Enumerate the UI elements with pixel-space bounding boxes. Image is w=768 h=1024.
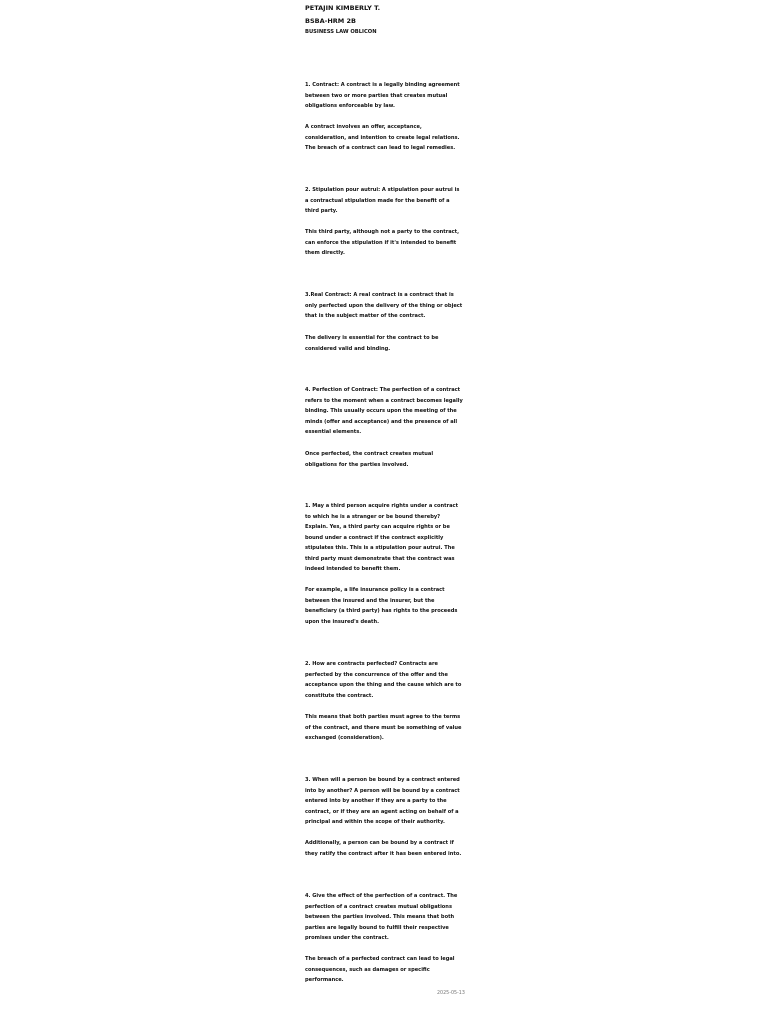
paragraph-ratification: Additionally, a person can be bound by a contract if they ratify the contract after it has been entered into. [305,840,462,857]
document-page [305,0,467,1024]
paragraph-insurance-example: For example, a life insurance policy is a contract between the insured and the insurer, but the beneficiary (a third party) has rights to the proceeds upon the insured's death. [305,587,458,625]
paragraph-perfection-definition: 4. Perfection of Contract: The perfection of a contract refers to the moment when a contract becomes legally binding. This usually occurs upon the meeting of the minds (offer and acceptance) and the presence of all essential elements. [305,387,463,435]
paragraph-question-perfected: 2. How are contracts perfected? Contracts are perfected by the concurrence of the offer and the acceptance upon the thing and the cause which are to constitute the contract. [305,661,462,699]
student-name: PETAJIN KIMBERLY T. [305,4,381,12]
subject-title: BUSINESS LAW OBLICON [305,29,377,35]
paragraph-contract-definition: 1. Contract: A contract is a legally binding agreement between two or more parties that creates mutual obligations enforceable by law. [305,82,460,109]
paragraph-contract-elements: A contract involves an offer, acceptance, consideration, and intention to create legal relations. The breach of a contract can lead to legal remedies. [305,124,460,151]
paragraph-real-contract-definition: 3.Real Contract: A real contract is a contract that is only perfected upon the delivery of the thing or object that is the subject matter of the contract. [305,292,463,319]
paragraph-question-bound-by-another: 3. When will a person be bound by a contract entered into by another? A person will be bound by a contract entered into by another if they are a party to the contract, or if they are an agent acting on behalf of a principal and within the scope of their authority. [305,777,460,825]
footer-date: 2025-05-13 [437,991,465,996]
course-section: BSBA-HRM 2B [305,17,356,25]
paragraph-breach-consequences: The breach of a perfected contract can lead to legal consequences, such as damages or specific performance. [305,956,455,983]
paragraph-perfection-effect: Once perfected, the contract creates mutual obligations for the parties involved. [305,451,434,468]
paragraph-question-effect-perfection: 4. Give the effect of the perfection of a contract. The perfection of a contract creates mutual obligations between the parties involved. This means that both parties are legally bound to fulfill their respective promises under the contract. [305,893,458,941]
paragraph-agreement-terms: This means that both parties must agree to the terms of the contract, and there must be something of value exchanged (consideration). [305,714,462,741]
paragraph-real-contract-delivery: The delivery is essential for the contract to be considered valid and binding. [305,335,439,352]
paragraph-stipulation-enforcement: This third party, although not a party to the contract, can enforce the stipulation if it's intended to benefit them directly. [305,229,460,256]
paragraph-question-third-person: 1. May a third person acquire rights under a contract to which he is a stranger or be bound thereby? Explain. Yes, a third party can acquire rights or be bound under a contract if the contract explicitly stipulates this. This is a stipulation pour autrui. The third party must demonstrate that the contract was indeed intended to benefit them. [305,503,459,572]
paragraph-stipulation-definition: 2. Stipulation pour autrui: A stipulation pour autrui is a contractual stipulation made for the benefit of a third party. [305,187,460,214]
